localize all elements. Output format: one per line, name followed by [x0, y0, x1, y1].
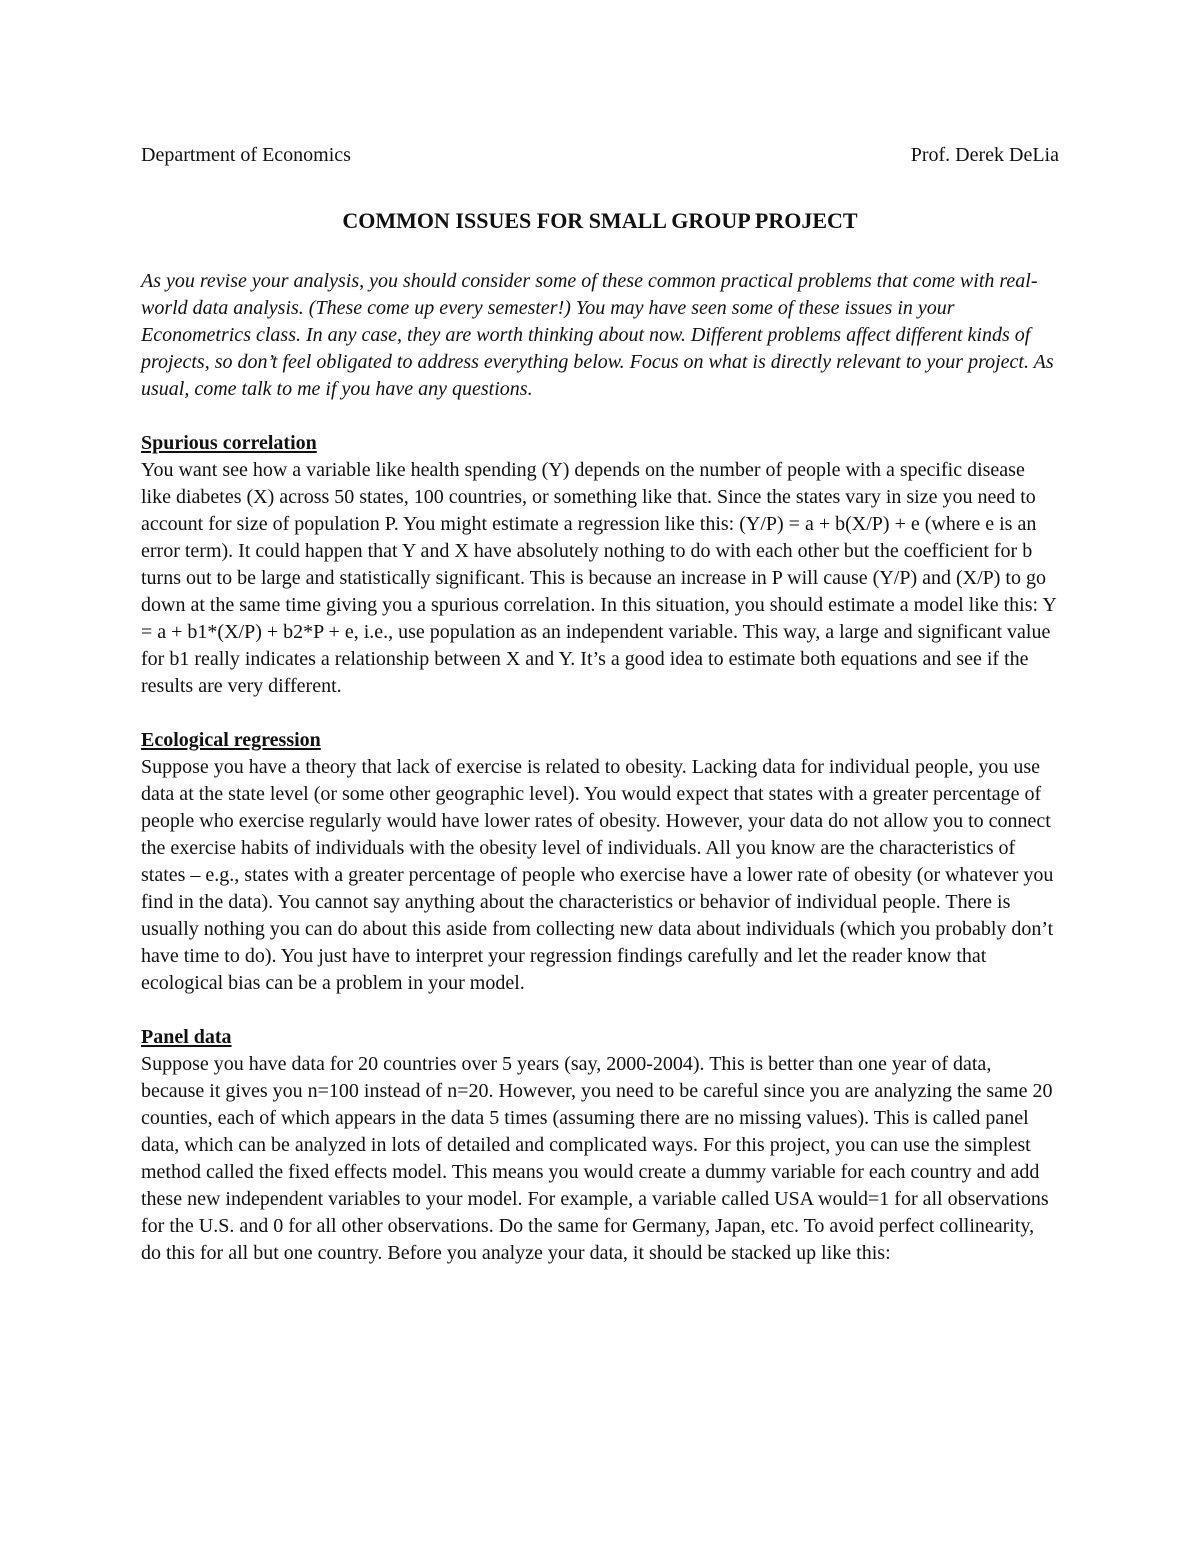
- section-body: Suppose you have a theory that lack of exercise is related to obesity. Lacking data for individual people, you use data at the state level (or some other geographic level). You would expect that states with a greater percentage of people who exercise regularly would have lower rates of obesity. However, your data do not allow you to connect the exercise habits of individuals with the obesity level of individuals. All you know are the characteristics of states – e.g., states with a greater percentage of people who exercise have a lower rate of obesity (or whatever you find in the data). You cannot say anything about the characteristics or behavior of individual people. There is usually nothing you can do about this aside from collecting new data about individuals (which you probably don’t have time to do). You just have to interpret your regression findings carefully and let the reader know that ecological bias can be a problem in your model.: [141, 756, 1054, 994]
- section-spurious-correlation: [141, 430, 1059, 700]
- section-heading: Panel data: [141, 1026, 232, 1048]
- section-body: You want see how a variable like health spending (Y) depends on the number of people with a specific disease like diabetes (X) across 50 states, 100 countries, or something like that. Since the states vary in size you need to account for size of population P. You might estimate a regression like this: (Y/P) = a + b(X/P) + e (where e is an error term). It could happen that Y and X have absolutely nothing to do with each other but the coefficient for b turns out to be large and statistically significant. This is because an increase in P will cause (Y/P) and (X/P) to go down at the same time giving you a spurious correlation. In this situation, you should estimate a model like this: Y = a + b1*(X/P) + b2*P + e, i.e., use population as an independent variable. This way, a large and significant value for b1 really indicates a relationship between X and Y. It’s a good idea to estimate both equations and see if the results are very different.: [141, 459, 1057, 697]
- intro-paragraph: As you revise your analysis, you should consider some of these common practical problems that come with real-world data analysis. (These come up every semester!) You may have seen some of these issues in your Econometrics class. In any case, they are worth thinking about now. Different problems affect different kinds of projects, so don’t feel obligated to address everything below. Focus on what is directly relevant to your project. As usual, come talk to me if you have any questions.: [141, 270, 1054, 400]
- author-label: Prof. Derek DeLia: [910, 144, 1059, 166]
- section-body: Suppose you have data for 20 countries over 5 years (say, 2000-2004). This is better than one year of data, because it gives you n=100 instead of n=20. However, you need to be careful since you are analyzing the same 20 counties, each of which appears in the data 5 times (assuming there are no missing values). This is called panel data, which can be analyzed in lots of detailed and complicated ways. For this project, you can use the simplest method called the fixed effects model. This means you would create a dummy variable for each country and add these new independent variables to your model. For example, a variable called USA would=1 for all observations for the U.S. and 0 for all other observations. Do the same for Germany, Japan, etc. To avoid perfect collinearity, do this for all but one country. Before you analyze your data, it should be stacked up like this:: [141, 1053, 1053, 1264]
- document-title: COMMON ISSUES FOR SMALL GROUP PROJECT: [342, 208, 858, 233]
- section-heading: Spurious correlation: [141, 432, 317, 454]
- department-label: Department of Economics: [141, 144, 351, 166]
- section-panel-data: [141, 1024, 1059, 1267]
- section-heading: Ecological regression: [141, 729, 321, 751]
- section-ecological-regression: [141, 727, 1059, 997]
- document-page: [141, 142, 1059, 1267]
- document-header: [141, 142, 1059, 172]
